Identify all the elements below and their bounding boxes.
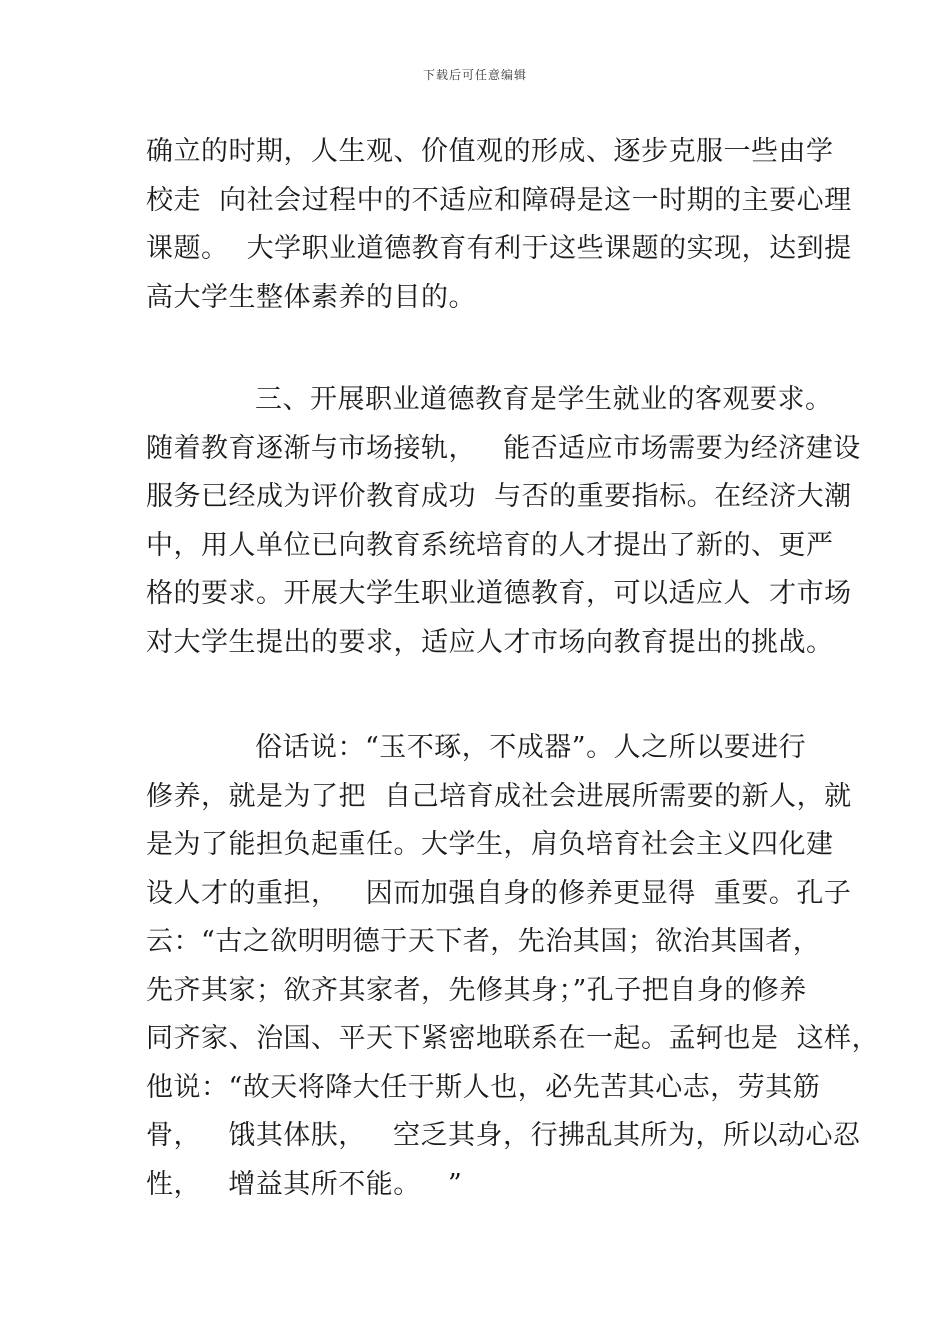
text-line: 性， 增益其所不能。 ”: [146, 1168, 463, 1200]
text-line: 高大学生整体素养的目的。: [146, 281, 476, 313]
text-line: 同齐家、治国、平天下紧密地联系在一起。孟轲也是 这样，: [146, 1023, 880, 1054]
text-line: 三、开展职业道德教育是学生就业的客观要求。: [146, 384, 833, 415]
text-line: 修养，就是为了把 自己培育成社会进展所需要的新人，就: [146, 780, 852, 812]
paragraph-1: [146, 128, 852, 322]
text-line: 设人才的重担， 因而加强自身的修养更显得 重要。孔子: [146, 877, 852, 909]
text-line: 先齐其家；欲齐其家者，先修其身；”孔子把自身的修养: [146, 974, 807, 1006]
paragraph-3: [146, 724, 880, 1209]
paragraph-2: [146, 376, 861, 667]
text-line: 中，用人单位已向教育系统培育的人才提出了新的、更严: [146, 529, 834, 561]
text-line: 骨， 饿其体肤， 空乏其身，行拂乱其所为，所以动心忍: [146, 1120, 861, 1151]
text-line: 课题。 大学职业道德教育有利于这些课题的实现，达到提: [146, 233, 852, 264]
text-line: 服务已经成为评价教育成功 与否的重要指标。在经济大潮: [146, 481, 852, 512]
text-line: 他说：“故天将降大任于斯人也，必先苦其心志，劳其筋: [146, 1071, 821, 1103]
text-line: 俗话说：“玉不琢，不成器”。人之所以要进行: [146, 732, 807, 763]
text-line: 格的要求。开展大学生职业道德教育，可以适应人 才市场: [146, 578, 852, 609]
text-line: 随着教育逐渐与市场接轨， 能否适应市场需要为经济建设: [146, 432, 861, 464]
text-line: 是为了能担负起重任。大学生，肩负培育社会主义四化建: [146, 829, 834, 860]
page-header-note: 下载后可任意编辑: [422, 68, 527, 82]
text-line: 校走 向社会过程中的不适应和障碍是这一时期的主要心理: [146, 184, 852, 216]
text-line: 云：“古之欲明明德于天下者，先治其国；欲治其国者，: [146, 926, 821, 957]
text-line: 确立的时期，人生观、价值观的形成、逐步克服一些由学: [146, 136, 834, 167]
text-line: 对大学生提出的要求，适应人才市场向教育提出的挑战。: [146, 626, 834, 658]
